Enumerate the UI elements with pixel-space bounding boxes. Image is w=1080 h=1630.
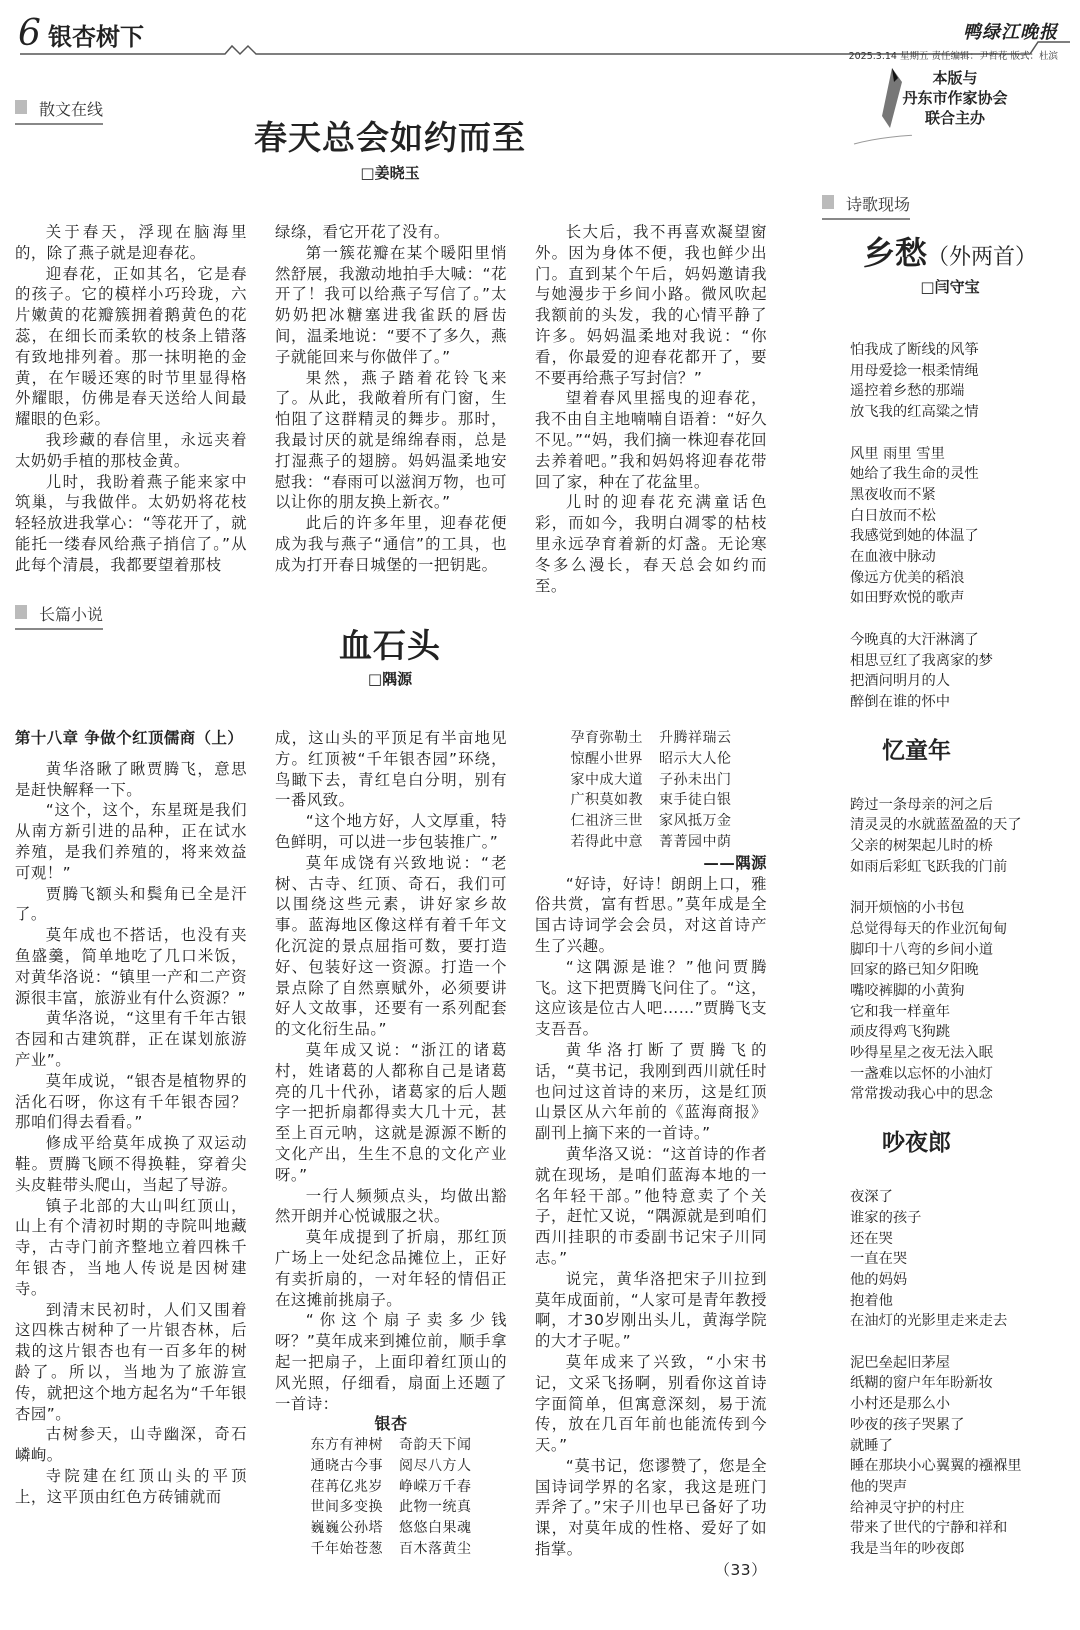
poem-line: 一直在哭 xyxy=(850,1251,908,1268)
poem-half: 东方有神树 xyxy=(310,1437,383,1454)
poem-half: 此物一统真 xyxy=(399,1499,472,1516)
poem-line: 纸糊的窗户年年盼新妆 xyxy=(850,1375,993,1392)
poem-line: 夜深了 xyxy=(850,1189,893,1206)
newspaper-masthead-logo: 鸭绿江晚报 xyxy=(963,22,1058,43)
paragraph: “你这个扇子卖多少钱呀？”莫年成来到摊位前，顺手拿起一把扇子，上面印着红顶山的风光照，仔细看，扇面上还题了一首诗： xyxy=(275,1311,507,1413)
section-label-essay: 散文在线 xyxy=(15,97,103,125)
poem-half: 通晓古今事 xyxy=(310,1457,383,1474)
poem-stanza xyxy=(850,898,1065,1105)
poem-line: 洞开烦恼的小书包 xyxy=(850,900,965,917)
poem-line: 常常拨动我心中的思念 xyxy=(850,1086,993,1103)
poem-title: 乡愁 xyxy=(862,234,927,272)
paragraph: 黄华洛打断了贾腾飞的话，“莫书记，我刚到西川就任时也问过这首诗的来历，这是红顶山景区从六年前的《蓝海商报》副刊上摘下来的一首诗。” xyxy=(535,1040,767,1143)
poem-line: 如雨后彩虹飞跃我的门前 xyxy=(850,858,1008,875)
poem-half: 子孙未出门 xyxy=(659,771,732,788)
poem-half: 千年始苍葱 xyxy=(310,1541,383,1558)
section-label-novel: 长篇小说 xyxy=(15,602,103,630)
paragraph: 修成平给莫年成换了双运动鞋。贾腾飞顾不得换鞋，穿着尖头皮鞋带头爬山，当起了导游。 xyxy=(15,1134,247,1194)
paragraph: 儿时的迎春花充满童话色彩，而如今，我明白凋零的枯枝里永远孕育着新的灯盏。无论寒冬多么漫长，春天总会如约而至。 xyxy=(535,493,767,595)
poem-stanza xyxy=(850,1187,1065,1332)
paragraph: “这隅源是谁？”他问贾腾飞。这下把贾腾飞问住了。“这，这应该是位古人吧……”贾腾飞支支吾吾。 xyxy=(535,957,767,1039)
poem-line: 放飞我的红高粱之情 xyxy=(850,404,979,421)
novel-column xyxy=(535,728,767,1581)
badge-line: 联合主办 xyxy=(924,109,985,127)
essay-author: □姜晓玉 xyxy=(360,164,420,182)
poem-half: 升腾祥瑞云 xyxy=(659,730,732,746)
poem-line: 风里 雨里 雪里 xyxy=(850,445,945,462)
poem-half: 百木落黄尘 xyxy=(399,1541,472,1558)
dateline: 2025.3.14 星期五 责任编辑：尹哲花 版式：杜滨 xyxy=(848,51,1058,62)
poem-line: 黑夜收而不紧 xyxy=(850,486,936,503)
poem-line xyxy=(535,832,767,853)
poem-half: 世间多变换 xyxy=(310,1499,383,1516)
poem-half: 峥嵘万千春 xyxy=(399,1478,472,1495)
paragraph: 镇子北部的大山叫红顶山，山上有个清初时期的寺院叫地藏寺，古寺门前齐整地立着四株千年银杏，当地人传说是因树建寺。 xyxy=(15,1196,247,1298)
poem-line: 吵得星星之夜无法入眠 xyxy=(850,1045,993,1062)
paragraph: 儿时，我盼着燕子能来家中筑巢，与我做伴。太奶奶将花枝轻轻放进我掌心：“等花开了，就能托一缕春风给燕子捎信了。”从此每个清晨，我都要望着那枝 xyxy=(15,472,247,574)
poem-line: 抱着他 xyxy=(850,1292,893,1309)
poem-half: 菁菁园中荫 xyxy=(659,833,732,850)
poem-line: 他的妈妈 xyxy=(850,1271,908,1288)
poem-stanza xyxy=(850,340,1065,423)
poem-line: 就睡了 xyxy=(850,1437,893,1454)
fountain-pen-icon xyxy=(852,68,912,148)
novel-author: □隅源 xyxy=(367,670,413,688)
paragraph: 贾腾飞额头和鬓角已全是汗了。 xyxy=(15,884,247,924)
poem-line: 像远方优美的稻浪 xyxy=(850,569,965,586)
paragraph: “好诗，好诗！朗朗上口，雅俗共赏，富有哲思。”莫年成是全国古诗词学会会员，对这首诗产生了兴趣。 xyxy=(535,874,767,955)
poem-line xyxy=(275,1435,507,1456)
essay-column xyxy=(535,222,767,596)
poem-title: 吵夜郎 xyxy=(882,1130,951,1157)
poem-half: 悠悠白果魂 xyxy=(399,1520,472,1537)
poem-line xyxy=(275,1539,507,1560)
paragraph: 莫年成也不搭话，也没有夹鱼盛羹，简单地吃了几口米饭，对黄华洛说：“镇里一产和二产资源很丰富，旅游业有什么资源？” xyxy=(15,926,247,1007)
paragraph: 寺院建在红顶山头的平顶上，这平顶由红色方砖铺就而 xyxy=(15,1466,247,1506)
page-section-name: 银杏树下 xyxy=(48,23,144,51)
embedded-poem-title: 银杏 xyxy=(374,1414,408,1434)
page-number: 6 xyxy=(18,13,41,54)
poems-column xyxy=(850,340,1065,1578)
section-label-poetry: 诗歌现场 xyxy=(822,192,910,220)
paragraph: 莫年成饶有兴致地说：“老树、古寺、红顶、奇石，我们可以围绕这些元素，讲好家乡故事。蓝海地区像这样有着千年文化沉淀的景点屈指可数，要打造好、包装好这一资源。打造一个景点除了自然禀赋外，必须要讲好人文故事，还要有一系列配套的文化衍生品。” xyxy=(275,853,507,1039)
poem-line: 怕我成了断线的风筝 xyxy=(850,342,979,358)
poem-line: 泥巴垒起旧茅屋 xyxy=(850,1354,951,1371)
paragraph: “莫书记，您谬赞了，您是全国诗词学界的名家，我这是班门弄斧了。”宋子川也早已备好了功课，对莫年成的性格、爱好了如指掌。 xyxy=(535,1456,767,1559)
poem-line: 谁家的孩子 xyxy=(850,1209,922,1226)
essay-column xyxy=(15,222,247,576)
paragraph: 关于春天，浮现在脑海里的，除了燕子就是迎春花。 xyxy=(15,223,247,262)
poem-line xyxy=(535,770,767,791)
paragraph: 说完，黄华洛把宋子川拉到莫年成面前，“人家可是青年教授啊，才30岁刚出头儿，黄海学院的大才子呢。” xyxy=(535,1269,767,1351)
paragraph: 黄华洛瞅了瞅贾腾飞，意思是赶快解释一下。 xyxy=(15,759,247,799)
poem-line: 给神灵守护的村庄 xyxy=(850,1499,965,1516)
paragraph: 长大后，我不再喜欢凝望窗外。因为身体不便，我也鲜少出门。直到某个午后，妈妈邀请我与她漫步于乡间小路。微风吹起我额前的头发，我的心情平静了许多。妈妈温柔地对我说：“你看，你最爱的迎春花都开了，要不要再给燕子写封信？” xyxy=(535,223,767,387)
poem-stanza xyxy=(850,1353,1065,1560)
poem-line: 跨过一条母亲的河之后 xyxy=(850,796,993,813)
poem-half: 孕育弥勒土 xyxy=(570,730,643,746)
paragraph: 果然，燕子踏着花铃飞来了。从此，我敞着所有门窗，生怕阻了这群精灵的舞步。那时，我最讨厌的就是绵绵春雨，总是打湿燕子的翅膀。妈妈温柔地安慰我：“春雨可以滋润万物，也可以让你的朋友换上新衣。” xyxy=(275,368,507,512)
chapter-heading: 第十八章 争做个红顶儒商（上） xyxy=(15,729,244,747)
paragraph: 莫年成提到了折扇，那红顶广场上一处纪念品摊位上，正好有卖折扇的，一对年轻的情侣正在这摊前挑扇子。 xyxy=(275,1228,507,1309)
paragraph: 莫年成说，“银杏是植物界的活化石呀，你这有千年银杏园？那咱们得去看看。” xyxy=(15,1071,247,1132)
paragraph: 古树参天，山寺幽深，奇石嶙峋。 xyxy=(15,1425,247,1465)
poem-line: 用母爱捻一根柔情绳 xyxy=(850,362,979,379)
poem-half: 仁祖济三世 xyxy=(570,813,643,830)
poem-half: 若得此中意 xyxy=(570,833,643,850)
novel-column xyxy=(15,728,247,1507)
poem-line: 她给了我生命的灵性 xyxy=(850,466,979,483)
paragraph: 绿绦，看它开花了没有。 xyxy=(275,223,450,241)
poem-half: 奇韵天下闻 xyxy=(399,1437,472,1454)
poem-line: 如田野欢悦的歌声 xyxy=(850,590,965,607)
poem-line: 一盏难以忘怀的小油灯 xyxy=(850,1065,993,1082)
poem-line: 回家的路已知夕阳晚 xyxy=(850,962,979,979)
installment-number: （33） xyxy=(714,1560,767,1579)
poem-line: 嘴咬裤脚的小黄狗 xyxy=(850,982,965,999)
essay-title: 春天总会如约而至 xyxy=(254,118,526,157)
paragraph: “这个，这个，东星斑是我们从南方新引进的品种，正在试水养殖，是我们养殖的，将来效益可观！” xyxy=(15,801,247,882)
paragraph: 我珍藏的春信里，永远夹着太奶奶手植的那枝金黄。 xyxy=(15,430,247,470)
poetry-author: □闫守宝 xyxy=(920,278,980,296)
poem-half: 荏苒亿兆岁 xyxy=(310,1478,383,1495)
poem-half: 昭示大人伦 xyxy=(659,750,732,767)
poem-line xyxy=(275,1477,507,1498)
poem-line: 小村还是那么小 xyxy=(850,1396,951,1413)
poem-line xyxy=(535,728,767,749)
poem-line: 还在哭 xyxy=(850,1230,893,1247)
paragraph: 黄华洛说，“这里有千年古银杏园和古建筑群，正在谋划旅游产业”。 xyxy=(15,1009,247,1069)
poem-line: 我感觉到她的体温了 xyxy=(850,528,979,545)
paragraph: 黄华洛又说：“这首诗的作者就在现场，是咱们蓝海本地的一名年轻干部。”他特意卖了个关子，赶忙又说，“隅源就是到咱们西川挂职的市委副书记宋子川同志。” xyxy=(535,1144,767,1267)
paragraph: 此后的许多年里，迎春花便成为我与燕子“通信”的工具，也成为打开春日城堡的一把钥匙。 xyxy=(275,514,507,574)
poem-line: 白日放而不松 xyxy=(850,507,936,524)
poem-line: 在油灯的光影里走来走去 xyxy=(850,1313,1008,1330)
poem-line: 相思豆红了我离家的梦 xyxy=(850,652,993,669)
poem-line xyxy=(535,749,767,770)
poem-line: 他的哭声 xyxy=(850,1478,908,1495)
paragraph: 到清末民初时，人们又围着这四株古树种了一片银杏林，后栽的这片银杏也有一百多年的树龄了。所以，当地为了旅游宣传，就把这个地方起名为“千年银杏园”。 xyxy=(15,1300,247,1423)
poem-signature: ——隅源 xyxy=(703,853,767,872)
poem-line: 醉倒在谁的怀中 xyxy=(850,693,951,710)
poem-stanza xyxy=(850,444,1065,610)
poem-line: 我是当年的吵夜郎 xyxy=(850,1541,965,1558)
poem-line: 今晚真的大汗淋漓了 xyxy=(850,631,979,648)
badge-line: 丹东市作家协会 xyxy=(902,89,1008,107)
poem-line: 吵夜的孩子哭累了 xyxy=(850,1416,965,1433)
paragraph: 迎春花，正如其名，它是春的孩子。它的模样小巧玲珑，六片嫩黄的花瓣簇拥着鹅黄色的花蕊，在细长而柔软的枝条上错落有致地排列着。那一抹明艳的金黄，在乍暖还寒的时节里显得格外耀眼，仿佛是春天送给人间最耀眼的色彩。 xyxy=(15,264,247,429)
essay-column xyxy=(275,222,507,576)
poem-line: 在血液中脉动 xyxy=(850,549,936,566)
poem-title-suffix: （外两首） xyxy=(927,245,1038,270)
poem-line xyxy=(275,1518,507,1539)
poem-half: 束手徒白银 xyxy=(659,792,732,809)
paragraph: “这个地方好，人文厚重，特色鲜明，可以进一步包装推广。” xyxy=(275,812,507,851)
paragraph: 莫年成又说：“浙江的诸葛村，姓诸葛的人都称自己是诸葛亮的几十代孙，诸葛家的后人题字一把折扇都得卖大几十元，甚至上百元呐，这就是源源不断的文化产出，生生不息的文化产业呀。” xyxy=(275,1040,507,1184)
poem-line xyxy=(275,1456,507,1477)
poem-line xyxy=(275,1497,507,1518)
poem-line: 清灵灵的水就蓝盈盈的天了 xyxy=(850,817,1022,834)
poem-half: 家风抵万金 xyxy=(659,813,732,830)
poem-half: 巍巍公孙塔 xyxy=(310,1520,383,1537)
poem-line: 父亲的树架起儿时的桥 xyxy=(850,838,993,855)
poem-half: 家中成大道 xyxy=(570,771,643,788)
paragraph: 望着春风里摇曳的迎春花，我不由自主地喃喃自语着：“好久不见。”“妈，我们摘一株迎春花回去养着吧。”我和妈妈将迎春花带回了家，种在了花盆里。 xyxy=(535,389,767,491)
poem-line: 总觉得每天的作业沉甸甸 xyxy=(850,920,1008,937)
poem-line: 带来了世代的宁静和祥和 xyxy=(850,1520,1008,1537)
poem-stanza xyxy=(850,630,1065,713)
novel-column xyxy=(275,728,507,1560)
poem-stanza xyxy=(850,795,1065,878)
badge-line: 本版与 xyxy=(932,69,978,87)
poem-title: 忆童年 xyxy=(882,737,951,764)
paragraph: 莫年成来了兴致，“小宋书记，文采飞扬啊，别看你这首诗字面简单，但寓意深刻，易于流传，放在几百年前也能流传到今天。” xyxy=(535,1352,767,1455)
poem-line xyxy=(535,811,767,832)
poem-half: 广积莫如教 xyxy=(570,792,643,809)
paragraph: 成，这山头的平顶足有半亩地见方。红顶被“千年银杏园”环绕，鸟瞰下去，青红皂白分明，别有一番风致。 xyxy=(275,729,507,810)
poem-line: 顽皮得鸡飞狗跳 xyxy=(850,1024,951,1041)
poem-line: 脚印十八弯的乡间小道 xyxy=(850,941,993,958)
novel-title: 血石头 xyxy=(339,626,441,665)
poetry-title xyxy=(835,228,1065,274)
sponsor-badge xyxy=(880,68,1030,128)
poem-half: 阅尽八方人 xyxy=(399,1457,472,1474)
paragraph: 第一簇花瓣在某个暖阳里悄然舒展，我激动地拍手大喊：“花开了！我可以给燕子写信了。”太奶奶把冰糖塞进我雀跃的唇齿间，温柔地说：“要不了多久，燕子就能回来与你做伴了。” xyxy=(275,243,507,366)
poem-half: 惊醒小世界 xyxy=(570,750,643,767)
paragraph: 一行人频频点头，均做出豁然开朗并心悦诚服之状。 xyxy=(275,1186,507,1226)
poem-line xyxy=(535,790,767,811)
poem-line: 遥控着乡愁的那端 xyxy=(850,383,965,400)
poem-line: 它和我一样童年 xyxy=(850,1003,951,1020)
poem-line: 把酒问明月的人 xyxy=(850,673,951,690)
poem-line: 睡在那块小心翼翼的襁褓里 xyxy=(850,1458,1022,1475)
